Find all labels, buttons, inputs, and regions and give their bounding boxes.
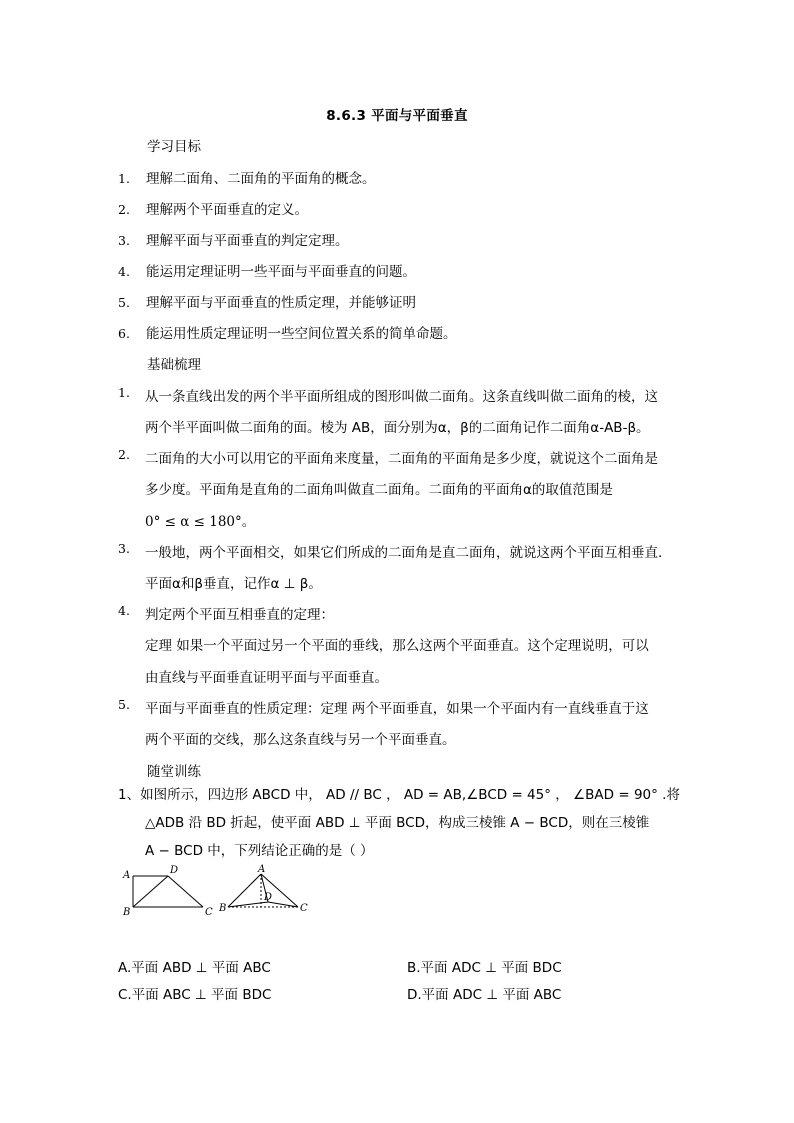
goal-text: 理解二面角、二面角的平面角的概念。 <box>146 171 376 187</box>
basics-line: 从一条直线出发的两个半平面所组成的图形叫做二面角。这条直线叫做二面角的棱，这 <box>145 389 658 405</box>
goal-number: 4. <box>118 264 130 279</box>
goal-item <box>118 291 416 311</box>
figure-label-c: C <box>300 903 308 914</box>
figure-label-a: A <box>123 870 131 881</box>
goal-item <box>118 167 376 187</box>
option-c: C.平面 ABC ⊥ 平面 BDC <box>118 987 272 1003</box>
goal-number: 2. <box>118 202 130 217</box>
basics-number: 2. <box>118 447 130 462</box>
goal-text: 能运用定理证明一些平面与平面垂直的问题。 <box>146 264 416 280</box>
figure-label-d: D <box>170 865 179 876</box>
option-d: D.平面 ADC ⊥ 平面 ABC <box>407 987 562 1003</box>
basics-line: 多少度。平面角是直角的二面角叫做直二面角。二面角的平面角α的取值范围是 <box>145 482 613 498</box>
basics-line: 两个半平面叫做二面角的面。棱为 AB，面分别为α，β的二面角记作二面角α-AB-β。 <box>145 420 650 436</box>
goals-heading: 学习目标 <box>147 139 201 155</box>
goal-number: 3. <box>118 233 130 248</box>
goal-text: 理解平面与平面垂直的判定定理。 <box>146 233 349 249</box>
basics-line: 定理 如果一个平面过另一个平面的垂线，那么这两个平面垂直。这个定理说明，可以 <box>145 638 649 654</box>
quadrilateral-abcd <box>133 876 203 907</box>
goal-text: 理解平面与平面垂直的性质定理，并能够证明 <box>146 295 416 311</box>
basics-heading: 基础梳理 <box>147 357 201 373</box>
question-line: A − BCD 中，下列结论正确的是（ ） <box>145 843 374 859</box>
figure-label-b: B <box>219 903 227 914</box>
tetrahedron-a-bcd <box>228 874 298 907</box>
goal-item <box>118 322 457 342</box>
basics-number: 5. <box>118 697 130 712</box>
basics-line: 平面与平面垂直的性质定理：定理 两个平面垂直，如果一个平面内有一直线垂直于这 <box>145 701 649 717</box>
basics-line: 一般地，两个平面相交，如果它们所成的二面角是直二面角，就说这两个平面互相垂直. <box>145 545 663 561</box>
goal-text: 理解两个平面垂直的定义。 <box>146 202 308 218</box>
figure-label-c: C <box>205 907 213 918</box>
goal-text: 能运用性质定理证明一些空间位置关系的简单命题。 <box>146 326 457 342</box>
basics-line: 判定两个平面互相垂直的定理： <box>145 607 334 623</box>
question-line: △ADB 沿 BD 折起，使平面 ABD ⊥ 平面 BCD，构成三棱锥 A − BCD，则在三棱锥 <box>145 815 650 831</box>
question-line: 1、如图所示，四边形 ABCD 中， AD // BC ， AD = AB,∠BCD = 45° ， ∠BAD = 90° .将 <box>118 787 680 803</box>
basics-line: 0° ≤ α ≤ 180°。 <box>145 514 256 530</box>
question-figure <box>118 862 318 922</box>
basics-line: 由直线与平面垂直证明平面与平面垂直。 <box>145 670 388 686</box>
practice-heading: 随堂训练 <box>147 764 201 780</box>
option-b: B.平面 ADC ⊥ 平面 BDC <box>407 960 562 976</box>
goal-number: 5. <box>118 295 130 310</box>
goal-item <box>118 198 308 218</box>
goal-item <box>118 229 349 249</box>
figure-label-a: A <box>258 864 266 875</box>
goal-number: 6. <box>118 326 130 341</box>
option-a: A.平面 ABD ⊥ 平面 ABC <box>118 960 271 976</box>
page-title: 8.6.3 平面与平面垂直 <box>326 108 468 124</box>
basics-line: 平面α和β垂直，记作α ⊥ β。 <box>145 576 322 592</box>
figure-label-d: D <box>264 892 273 903</box>
basics-number: 4. <box>118 603 130 618</box>
basics-line: 两个平面的交线，那么这条直线与另一个平面垂直。 <box>145 732 456 748</box>
basics-number: 1. <box>118 385 130 400</box>
goal-number: 1. <box>118 171 130 186</box>
basics-number: 3. <box>118 541 130 556</box>
goal-item <box>118 260 416 280</box>
basics-line: 二面角的大小可以用它的平面角来度量，二面角的平面角是多少度，就说这个二面角是 <box>145 451 658 467</box>
figure-label-b: B <box>123 907 131 918</box>
